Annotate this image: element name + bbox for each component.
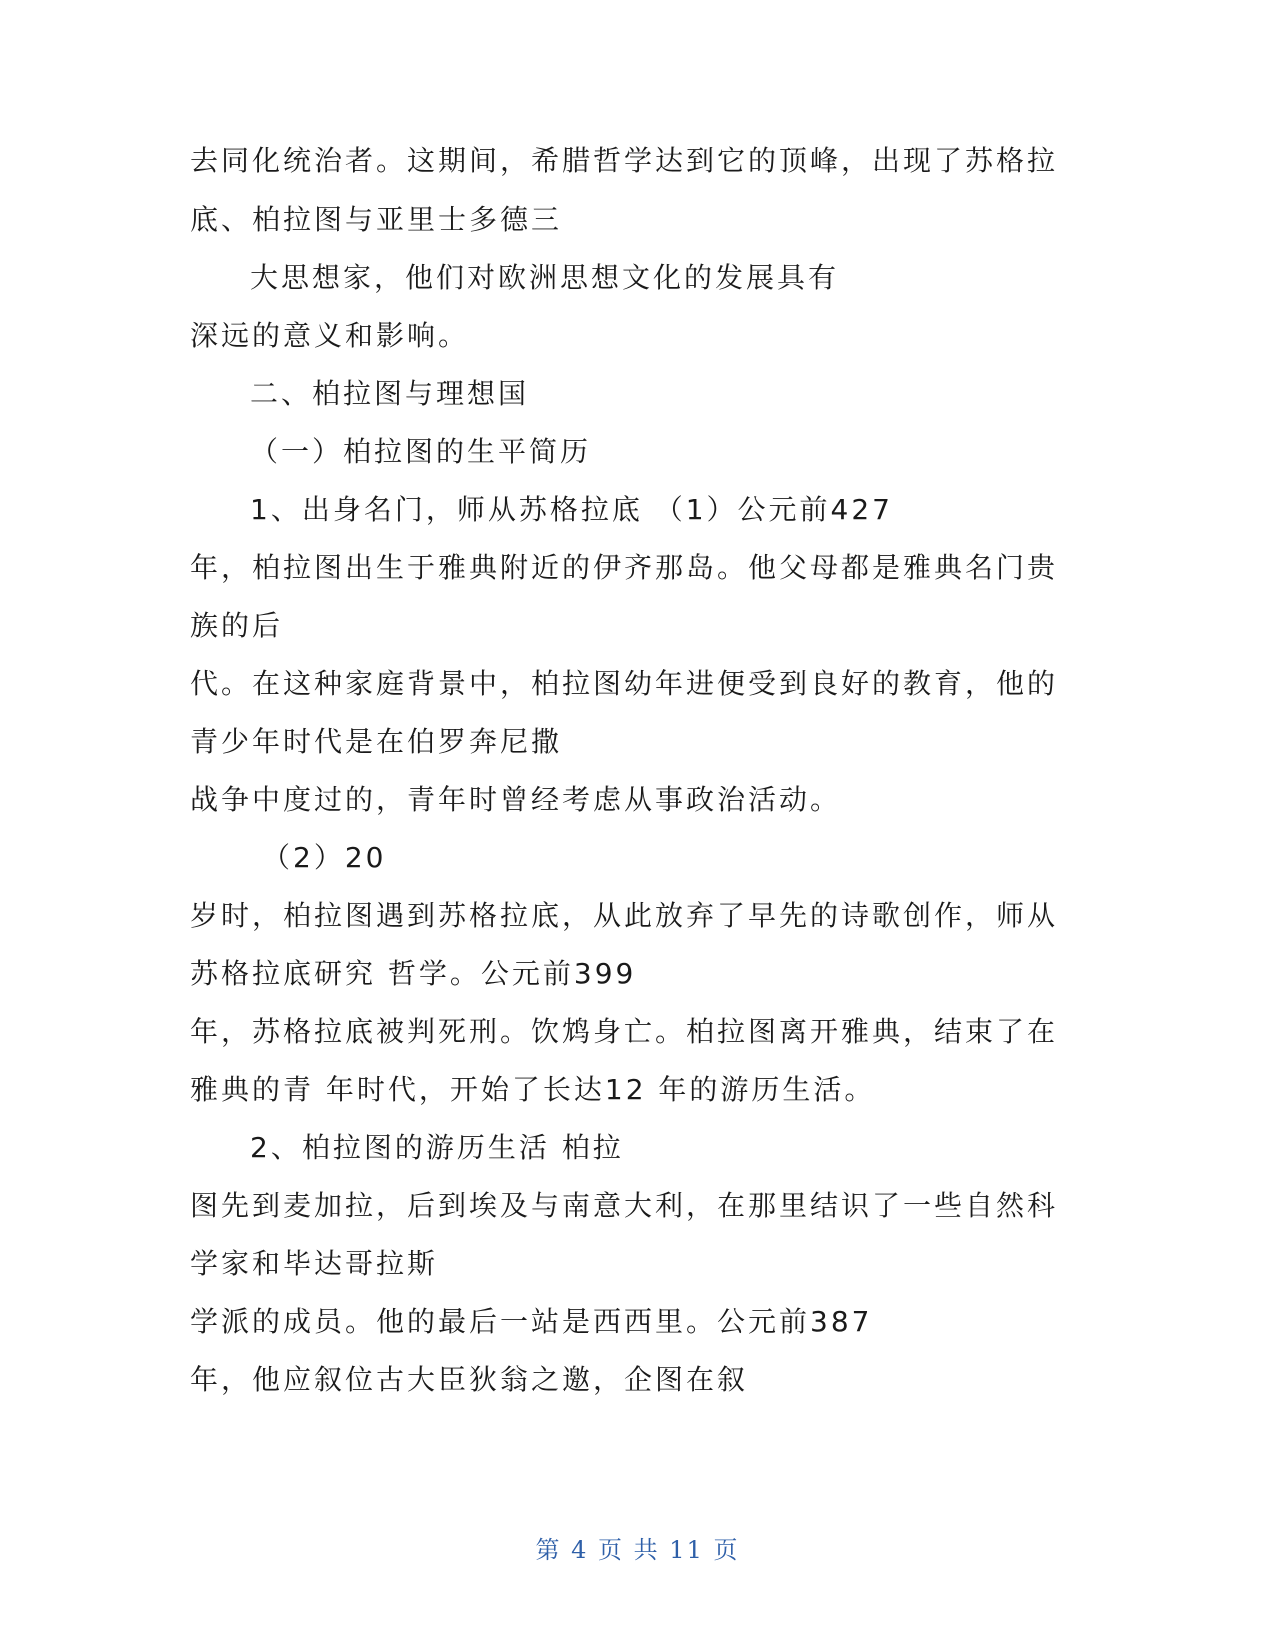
text-line: 2、柏拉图的游历生活 柏拉 (250, 1131, 624, 1164)
text-line: 年，他应叙位古大臣狄翁之邀，企图在叙 (190, 1363, 749, 1396)
text-line: 族的后 (190, 609, 284, 642)
text-line: 1、出身名门，师从苏格拉底 （1）公元前427 (250, 493, 893, 526)
section-heading: 二、柏拉图与理想国 (250, 377, 530, 410)
text-line: 雅典的青 年时代，开始了长达12 年的游历生活。 (190, 1073, 876, 1106)
text-line: 年，柏拉图出生于雅典附近的伊齐那岛。他父母都是雅典名门贵 (190, 551, 1059, 584)
text-line: 代。在这种家庭背景中，柏拉图幼年进便受到良好的教育，他的 (190, 667, 1059, 700)
text-line: （2）20 (262, 841, 387, 874)
text-line: 岁时，柏拉图遇到苏格拉底，从此放弃了早先的诗歌创作，师从 (190, 899, 1059, 932)
text-line: 苏格拉底研究 哲学。公元前399 (190, 957, 637, 990)
text-line: 战争中度过的，青年时曾经考虑从事政治活动。 (190, 783, 842, 816)
text-line: 青少年时代是在伯罗奔尼撒 (190, 725, 563, 758)
text-line: 大思想家，他们对欧洲思想文化的发展具有 (250, 261, 840, 294)
text-line: 底、柏拉图与亚里士多德三 (190, 203, 563, 236)
text-line: 年，苏格拉底被判死刑。饮鸩身亡。柏拉图离开雅典，结束了在 (190, 1015, 1059, 1048)
subsection-heading: （一）柏拉图的生平简历 (250, 435, 592, 468)
page-number-footer: 第 4 页 共 11 页 (535, 1536, 740, 1564)
text-line: 深远的意义和影响。 (190, 319, 470, 352)
text-line: 图先到麦加拉，后到埃及与南意大利，在那里结识了一些自然科 (190, 1189, 1059, 1222)
text-line: 学派的成员。他的最后一站是西西里。公元前387 (190, 1305, 873, 1338)
text-line: 去同化统治者。这期间，希腊哲学达到它的顶峰，出现了苏格拉 (190, 144, 1059, 177)
text-line: 学家和毕达哥拉斯 (190, 1247, 439, 1280)
